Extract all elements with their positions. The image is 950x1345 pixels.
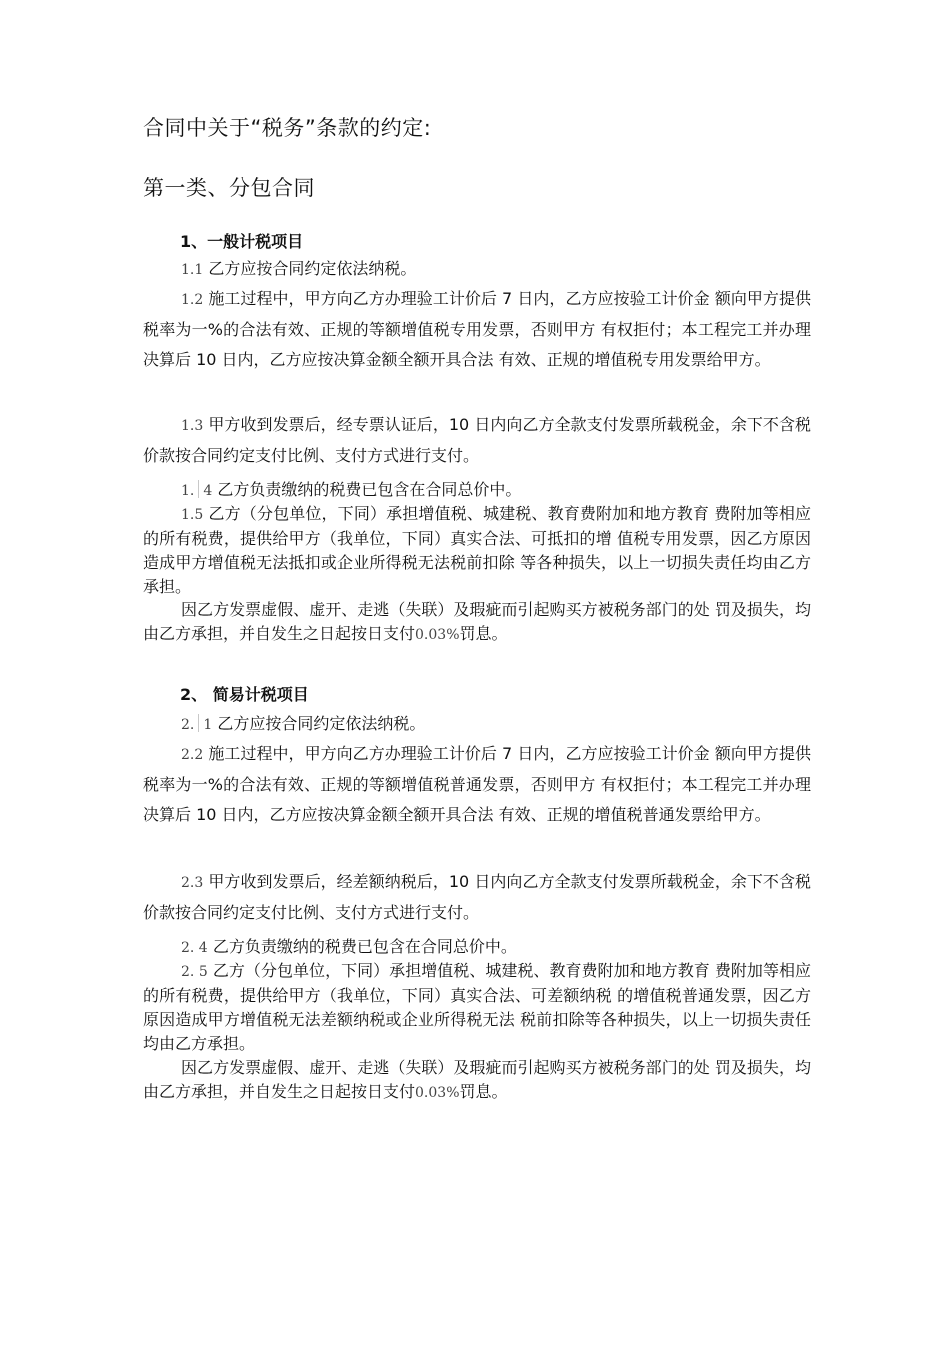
clause-text: 因乙方发票虚假、虚开、走逃（失联）及瑕疵而引起购买方被税务部门的处 罚及损失，均由乙方承担，并自发生之日起按日支付	[143, 1058, 811, 1101]
clause-1-1	[143, 254, 811, 285]
clause-2-5	[143, 959, 811, 1056]
penalty-rate: 0.03%	[415, 1085, 460, 1101]
clause-number: 1.	[181, 483, 195, 499]
clause-1-4	[143, 478, 811, 503]
clause-1-5	[143, 502, 811, 599]
clause-number: 1.1	[181, 262, 204, 278]
clause-text: 施工过程中，甲方向乙方办理验工计价后 7 日内，乙方应按验工计价金 额向甲方提供税率为一%的合法有效、正规的等额增值税专用发票，否则甲方 有权拒付；本工程完工并办理决算后 10 日内，乙方应按决算金额全额开具合法 有效、正规的增值税专用发票给甲方。	[143, 289, 811, 369]
clause-2-2	[143, 739, 811, 830]
clause-text: 乙方（分包单位，下同）承担增值税、城建税、教育费附加和地方教育 费附加等相应的所有税费，提供给甲方（我单位，下同）真实合法、可抵扣的增 值税专用发票，因乙方原因造成甲方增值税无法抵扣或企业所得税无法税前扣除 等各种损失，以上一切损失责任均由乙方承担。	[143, 504, 811, 596]
clause-number: 1.3	[181, 418, 204, 434]
clause-2-1	[143, 709, 811, 740]
clause-text: 乙方应按合同约定依法纳税。	[217, 714, 426, 733]
clause-number-part: 1	[203, 717, 213, 733]
section-heading-general-tax: 1、一般计税项目	[180, 232, 304, 251]
clause-text: 因乙方发票虚假、虚开、走逃（失联）及瑕疵而引起购买方被税务部门的处 罚及损失，均由乙方承担，并自发生之日起按日支付	[143, 600, 811, 643]
clause-text: 乙方（分包单位，下同）承担增值税、城建税、教育费附加和地方教育 费附加等相应的所有税费，提供给甲方（我单位，下同）真实合法、可差额纳税 的增值税普通发票，因乙方原因造成甲方增值税无法差额纳税或企业所得税无法 税前扣除等各种损失，以上一切损失责任均由乙方承担。	[143, 961, 811, 1053]
text-cursor-mark	[198, 714, 199, 732]
clause-1-3	[143, 410, 811, 471]
penalty-rate: 0.03%	[415, 627, 460, 643]
clause-2-4	[143, 935, 811, 960]
clause-number: 2. 4	[181, 940, 208, 956]
clause-text: 甲方收到发票后，经专票认证后，10 日内向乙方全款支付发票所载税金，余下不含税价款按合同约定支付比例、支付方式进行支付。	[143, 415, 811, 465]
clause-2-3	[143, 867, 811, 928]
contract-category-heading: 第一类、分包合同	[143, 176, 315, 200]
clause-number: 2. 5	[181, 964, 208, 980]
clause-number: 1.5	[181, 507, 204, 523]
clause-text: 乙方负责缴纳的税费已包含在合同总价中。	[217, 480, 522, 499]
clause-number: 2.	[181, 717, 195, 733]
clause-text: 甲方收到发票后，经差额纳税后，10 日内向乙方全款支付发票所载税金，余下不含税价款按合同约定支付比例、支付方式进行支付。	[143, 872, 811, 922]
clause-text-end: 罚息。	[459, 624, 508, 643]
clause-1-2	[143, 284, 811, 375]
section-heading-simplified-tax: 2、 简易计税项目	[180, 685, 309, 704]
clause-text: 施工过程中，甲方向乙方办理验工计价后 7 日内，乙方应按验工计价金 额向甲方提供税率为一%的合法有效、正规的等额增值税普通发票，否则甲方 有权拒付；本工程完工并办理决算后 10 日内，乙方应按决算金额全额开具合法 有效、正规的增值税普通发票给甲方。	[143, 744, 811, 824]
clause-text-end: 罚息。	[459, 1082, 508, 1101]
text-cursor-mark	[198, 480, 199, 498]
clause-text: 乙方负责缴纳的税费已包含在合同总价中。	[212, 937, 517, 956]
document-title: 合同中关于“税务”条款的约定:	[143, 116, 432, 140]
clause-number: 2.3	[181, 875, 204, 891]
clause-text: 乙方应按合同约定依法纳税。	[208, 259, 417, 278]
clause-number-part: 4	[203, 483, 213, 499]
clause-2-penalty	[143, 1056, 811, 1105]
clause-1-penalty	[143, 598, 811, 647]
clause-number: 1.2	[181, 292, 204, 308]
clause-number: 2.2	[181, 747, 204, 763]
